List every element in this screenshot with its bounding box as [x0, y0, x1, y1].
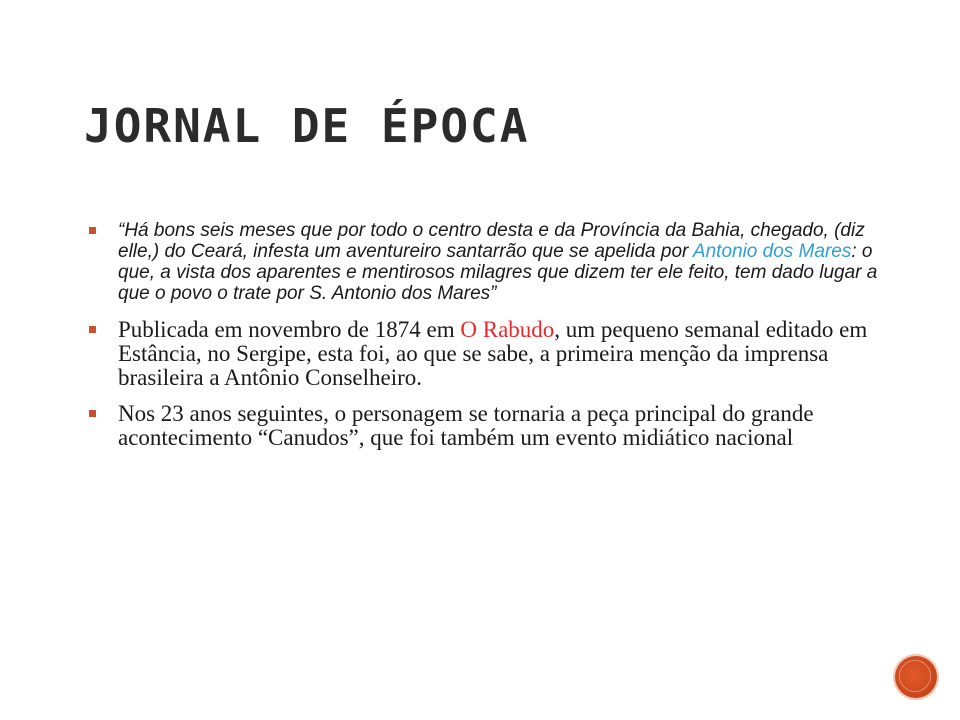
bullet-text: : o que, a vista dos aparentes e mentirosos milagres que dizem ter ele feito, tem dado lugar a que o povo o trate por S. Antonio dos Mares”: [118, 241, 878, 304]
bullet-text: Publicada em novembro de 1874 em: [118, 317, 461, 342]
highlight-o-rabudo: O Rabudo: [460, 317, 555, 342]
bullet-text: “Há bons seis meses que por todo o centro desta e da Província da Bahia, chegado, (diz elle,) do Ceará, infesta um aventureiro santarrão que se apelida por: [118, 220, 865, 262]
bullet-text: , um pequeno semanal editado em Estância, no Sergipe, esta foi, ao que se sabe, a primeira menção da imprensa brasileira a Antônio Conselheiro.: [118, 317, 868, 390]
square-bullet-icon: [89, 326, 96, 333]
square-bullet-icon: [89, 227, 96, 234]
bullet-item-canudos: [86, 402, 906, 450]
bullet-item-publicada: [86, 318, 906, 390]
slide-title: JORNAL DE ÉPOCA: [84, 99, 530, 153]
square-bullet-icon: [89, 410, 96, 417]
orange-circle-icon: [895, 656, 937, 698]
highlight-antonio-dos-mares: Antonio dos Mares: [692, 241, 852, 262]
bullet-list: [86, 220, 906, 450]
bullet-text: Nos 23 anos seguintes, o personagem se tornaria a peça principal do grande acontecimento “Canudos”, que foi também um evento midiático nacional: [118, 401, 814, 450]
bullet-item-quote: [86, 220, 906, 304]
